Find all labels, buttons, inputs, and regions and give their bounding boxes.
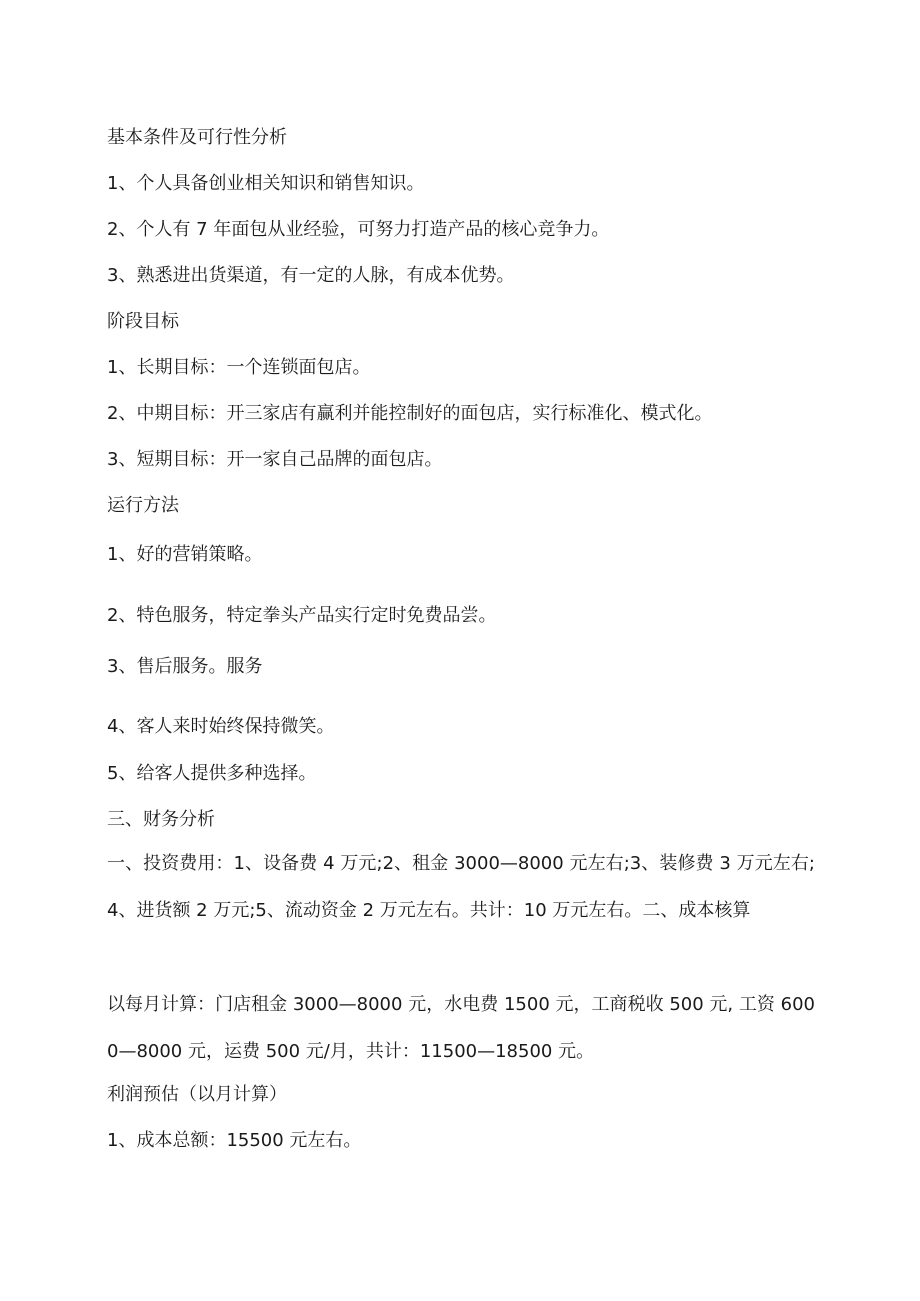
- heading-methods: 运行方法: [107, 495, 179, 516]
- goal-item-1: 1、长期目标：一个连锁面包店。: [107, 357, 371, 378]
- heading-profit: 利润预估（以月计算）: [107, 1084, 287, 1105]
- monthly-cost-paragraph: 以每月计算：门店租金 3000—8000 元，水电费 1500 元，工商税收 500 元, 工资 6000—8000 元，运费 500 元/月，共计：11500—18500 元。: [107, 994, 815, 1062]
- method-item-2: 2、特色服务，特定拳头产品实行定时免费品尝。: [107, 605, 497, 626]
- heading-conditions: 基本条件及可行性分析: [107, 127, 287, 148]
- condition-item-1: 1、个人具备创业相关知识和销售知识。: [107, 173, 425, 194]
- heading-finance: 三、财务分析: [107, 809, 215, 830]
- condition-item-3: 3、熟悉进出货渠道，有一定的人脉，有成本优势。: [107, 265, 515, 286]
- method-item-3: 3、售后服务。服务: [107, 656, 263, 677]
- heading-goals: 阶段目标: [107, 311, 179, 332]
- condition-item-2: 2、个人有 7 年面包从业经验，可努力打造产品的核心竞争力。: [107, 219, 610, 240]
- method-item-1: 1、好的营销策略。: [107, 544, 263, 565]
- profit-item-1: 1、成本总额：15500 元左右。: [107, 1130, 362, 1151]
- goal-item-2: 2、中期目标：开三家店有赢利并能控制好的面包店，实行标准化、模式化。: [107, 403, 713, 424]
- goal-item-3: 3、短期目标：开一家自己品牌的面包店。: [107, 449, 443, 470]
- method-item-5: 5、给客人提供多种选择。: [107, 763, 317, 784]
- investment-paragraph: 一、投资费用：1、设备费 4 万元;2、租金 3000—8000 元左右;3、装修费 3 万元左右;4、进货额 2 万元;5、流动资金 2 万元左右。共计：10 万元左右。二、成本核算: [107, 853, 815, 921]
- method-item-4: 4、客人来时始终保持微笑。: [107, 716, 335, 737]
